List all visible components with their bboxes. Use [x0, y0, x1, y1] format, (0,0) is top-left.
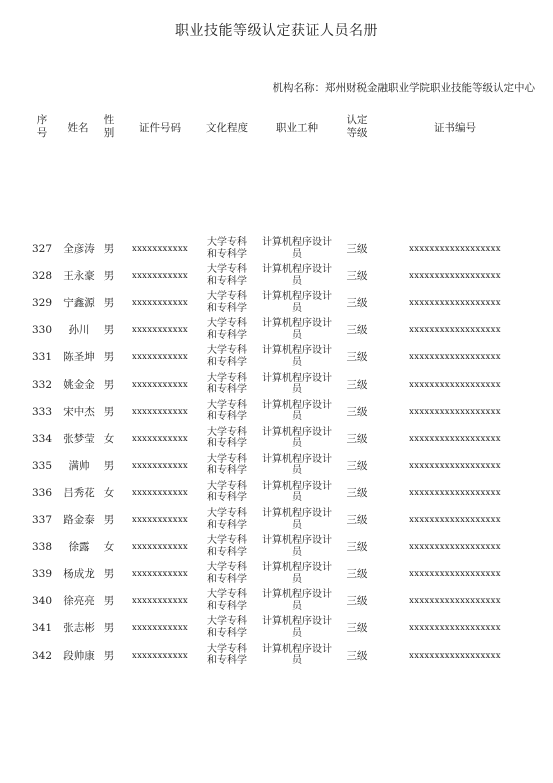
- cell-education-line-1: 大学专科: [207, 291, 247, 303]
- cell-name: 路金泰: [63, 514, 95, 526]
- cell-education: [198, 644, 256, 667]
- cell-gender: 男: [103, 297, 115, 310]
- cell-occupation: [256, 616, 338, 639]
- cell-id-number: xxxxxxxxxxx: [131, 271, 189, 282]
- cell-occupation-line-2: 员: [292, 600, 302, 612]
- cell-education: [198, 237, 256, 260]
- cell-occupation-line-2: 员: [292, 329, 302, 341]
- table-row: [0, 535, 553, 561]
- cell-occupation-line-1: 计算机程序设计: [262, 291, 332, 303]
- cell-seq: 331: [31, 351, 53, 364]
- cell-seq: 335: [31, 459, 53, 472]
- cell-occupation-line-1: 计算机程序设计: [262, 480, 332, 492]
- cell-occupation: [256, 400, 338, 423]
- cell-education-line-1: 大学专科: [207, 426, 247, 438]
- header-occupation: 职业工种: [276, 122, 318, 134]
- cell-occupation-line-1: 计算机程序设计: [262, 426, 332, 438]
- cell-name: 杨成龙: [63, 568, 95, 581]
- cell-seq: 327: [31, 243, 53, 255]
- cell-gender: 男: [103, 405, 115, 418]
- cell-occupation-line-2: 员: [292, 492, 302, 504]
- table-row: [0, 373, 553, 399]
- cell-seq: 330: [31, 324, 53, 337]
- cell-id-number: xxxxxxxxxxx: [131, 298, 189, 309]
- cell-gender: 男: [103, 351, 115, 364]
- cell-occupation: [256, 481, 338, 504]
- cell-id-number: xxxxxxxxxxx: [131, 623, 189, 634]
- cell-name: 陈圣坤: [63, 351, 95, 364]
- cell-occupation-line-2: 员: [292, 411, 302, 423]
- cell-education-line-2: 和专科学: [207, 302, 247, 314]
- cell-level: 三级: [346, 486, 368, 499]
- cell-occupation-line-1: 计算机程序设计: [262, 264, 332, 276]
- cell-level: 三级: [346, 405, 368, 418]
- cell-seq: 338: [31, 541, 53, 554]
- cell-occupation-line-2: 员: [292, 356, 302, 368]
- cell-occupation: [256, 318, 338, 341]
- cell-level: 三级: [346, 514, 368, 526]
- cell-gender: 男: [103, 378, 115, 391]
- cell-occupation-line-2: 员: [292, 655, 302, 666]
- cell-education: [198, 481, 256, 504]
- cell-cert-number: xxxxxxxxxxxxxxxxxx: [409, 244, 501, 254]
- cell-seq: 328: [31, 270, 53, 283]
- cell-level: 三级: [346, 541, 368, 554]
- cell-id-number: xxxxxxxxxxx: [131, 379, 189, 390]
- cell-cert-number: xxxxxxxxxxxxxxxxxx: [409, 325, 501, 336]
- cell-id-number: xxxxxxxxxxx: [131, 515, 189, 525]
- cell-seq: 333: [31, 405, 53, 418]
- cell-education-line-1: 大学专科: [207, 237, 247, 248]
- cell-education-line-1: 大学专科: [207, 372, 247, 384]
- header-cert-number: 证书编号: [434, 122, 476, 134]
- cell-id-number: xxxxxxxxxxx: [131, 460, 189, 471]
- cell-education: [198, 318, 256, 341]
- cell-occupation: [256, 237, 338, 260]
- cell-seq: 334: [31, 432, 53, 445]
- header-name: 姓名: [67, 122, 89, 134]
- cell-occupation-line-1: 计算机程序设计: [262, 372, 332, 384]
- cell-occupation-line-2: 员: [292, 302, 302, 314]
- cell-occupation-line-1: 计算机程序设计: [262, 237, 332, 248]
- cell-id-number: xxxxxxxxxxx: [131, 596, 189, 607]
- cell-name: 孙川: [68, 324, 90, 337]
- table-row: [0, 616, 553, 642]
- cell-occupation: [256, 373, 338, 396]
- table-row: [0, 562, 553, 588]
- cell-education-line-1: 大学专科: [207, 562, 247, 574]
- cell-occupation-line-2: 员: [292, 248, 302, 260]
- cell-level: 三级: [346, 622, 368, 635]
- cell-id-number: xxxxxxxxxxx: [131, 569, 189, 580]
- cell-name: 徐露: [68, 541, 90, 554]
- table-row: [0, 508, 553, 534]
- cell-cert-number: xxxxxxxxxxxxxxxxxx: [409, 650, 501, 661]
- cell-education-line-2: 和专科学: [207, 248, 247, 260]
- table-row: [0, 291, 553, 317]
- cell-name: 徐亮亮: [63, 595, 95, 608]
- cell-education-line-2: 和专科学: [207, 492, 247, 504]
- cell-cert-number: xxxxxxxxxxxxxxxxxx: [409, 460, 501, 471]
- cell-level: 三级: [346, 270, 368, 283]
- cell-cert-number: xxxxxxxxxxxxxxxxxx: [409, 487, 501, 498]
- table-row: [0, 427, 553, 453]
- page-title: 职业技能等级认定获证人员名册: [175, 23, 378, 39]
- cell-education: [198, 616, 256, 639]
- cell-id-number: xxxxxxxxxxx: [131, 650, 189, 661]
- cell-occupation: [256, 644, 338, 667]
- cell-level: 三级: [346, 649, 368, 662]
- cell-occupation-line-2: 员: [292, 275, 302, 287]
- cell-education-line-2: 和专科学: [207, 275, 247, 287]
- table-row: [0, 264, 553, 290]
- cell-education: [198, 345, 256, 368]
- cell-id-number: xxxxxxxxxxx: [131, 244, 189, 254]
- cell-cert-number: xxxxxxxxxxxxxxxxxx: [409, 379, 501, 390]
- cell-education-line-1: 大学专科: [207, 508, 247, 519]
- cell-id-number: xxxxxxxxxxx: [131, 352, 189, 363]
- cell-occupation-line-1: 计算机程序设计: [262, 453, 332, 465]
- header-seq-line-2: 号: [36, 127, 48, 139]
- cell-education-line-1: 大学专科: [207, 589, 247, 601]
- cell-level: 三级: [346, 568, 368, 581]
- cell-education-line-2: 和专科学: [207, 411, 247, 423]
- cell-occupation-line-1: 计算机程序设计: [262, 399, 332, 411]
- cell-cert-number: xxxxxxxxxxxxxxxxxx: [409, 596, 501, 607]
- cell-education-line-2: 和专科学: [207, 655, 247, 666]
- cell-education-line-1: 大学专科: [207, 616, 247, 628]
- cell-name: 姚金金: [63, 378, 95, 391]
- cell-occupation: [256, 291, 338, 314]
- cell-name: 张志彬: [63, 622, 95, 635]
- cell-gender: 男: [103, 649, 115, 662]
- cell-gender: 男: [103, 459, 115, 472]
- cell-occupation: [256, 508, 338, 531]
- cell-occupation-line-2: 员: [292, 438, 302, 450]
- cell-occupation-line-1: 计算机程序设计: [262, 616, 332, 628]
- cell-education: [198, 589, 256, 612]
- cell-occupation-line-1: 计算机程序设计: [262, 508, 332, 519]
- table-row: [0, 345, 553, 371]
- cell-cert-number: xxxxxxxxxxxxxxxxxx: [409, 515, 501, 525]
- cell-level: 三级: [346, 324, 368, 337]
- cell-occupation: [256, 589, 338, 612]
- cell-occupation-line-2: 员: [292, 546, 302, 558]
- cell-education: [198, 454, 256, 477]
- cell-education-line-1: 大学专科: [207, 480, 247, 492]
- cell-education: [198, 508, 256, 531]
- cell-occupation-line-2: 员: [292, 384, 302, 395]
- cell-education-line-2: 和专科学: [207, 356, 247, 368]
- header-seq-line-1: 序: [36, 114, 48, 126]
- cell-cert-number: xxxxxxxxxxxxxxxxxx: [409, 623, 501, 634]
- header-level-line-1: 认定: [346, 114, 368, 126]
- cell-cert-number: xxxxxxxxxxxxxxxxxx: [409, 569, 501, 580]
- cell-seq: 340: [31, 595, 53, 608]
- cell-cert-number: xxxxxxxxxxxxxxxxxx: [409, 542, 501, 553]
- cell-seq: 337: [31, 514, 53, 526]
- cell-occupation: [256, 345, 338, 368]
- cell-level: 三级: [346, 351, 368, 364]
- cell-education-line-2: 和专科学: [207, 546, 247, 558]
- cell-name: 全彦涛: [63, 243, 95, 255]
- cell-education-line-2: 和专科学: [207, 627, 247, 639]
- header-gender-line-1: 性: [103, 114, 115, 126]
- cell-seq: 342: [31, 649, 53, 662]
- cell-name: 王永豪: [63, 270, 95, 283]
- cell-education-line-1: 大学专科: [207, 399, 247, 411]
- cell-occupation-line-2: 员: [292, 465, 302, 477]
- cell-gender: 男: [103, 595, 115, 608]
- cell-education-line-2: 和专科学: [207, 573, 247, 585]
- cell-id-number: xxxxxxxxxxx: [131, 325, 189, 336]
- cell-seq: 332: [31, 378, 53, 391]
- table-row: [0, 481, 553, 507]
- cell-id-number: xxxxxxxxxxx: [131, 542, 189, 553]
- cell-seq: 339: [31, 568, 53, 581]
- cell-occupation-line-1: 计算机程序设计: [262, 562, 332, 574]
- cell-id-number: xxxxxxxxxxx: [131, 406, 189, 417]
- cell-occupation: [256, 454, 338, 477]
- header-level-line-2: 等级: [346, 127, 368, 139]
- table-row: [0, 318, 553, 344]
- cell-education: [198, 373, 256, 396]
- cell-gender: 女: [103, 432, 115, 445]
- cell-education: [198, 562, 256, 585]
- cell-gender: 男: [103, 568, 115, 581]
- cell-education-line-1: 大学专科: [207, 453, 247, 465]
- cell-level: 三级: [346, 297, 368, 310]
- cell-name: 满帅: [68, 459, 90, 472]
- cell-name: 吕秀花: [63, 486, 95, 499]
- cell-cert-number: xxxxxxxxxxxxxxxxxx: [409, 352, 501, 363]
- table-row: [0, 454, 553, 480]
- cell-education-line-2: 和专科学: [207, 384, 247, 395]
- cell-gender: 女: [103, 541, 115, 554]
- cell-gender: 男: [103, 243, 115, 255]
- cell-education-line-2: 和专科学: [207, 519, 247, 531]
- header-gender: [100, 114, 118, 140]
- header-id-number: 证件号码: [139, 122, 181, 134]
- cell-education-line-1: 大学专科: [207, 345, 247, 357]
- cell-level: 三级: [346, 432, 368, 445]
- cell-occupation: [256, 427, 338, 450]
- cell-cert-number: xxxxxxxxxxxxxxxxxx: [409, 271, 501, 282]
- cell-level: 三级: [346, 459, 368, 472]
- cell-education-line-2: 和专科学: [207, 465, 247, 477]
- cell-occupation: [256, 535, 338, 558]
- cell-gender: 男: [103, 270, 115, 283]
- cell-cert-number: xxxxxxxxxxxxxxxxxx: [409, 433, 501, 444]
- table-row: [0, 589, 553, 615]
- cell-education: [198, 535, 256, 558]
- cell-id-number: xxxxxxxxxxx: [131, 433, 189, 444]
- cell-education: [198, 400, 256, 423]
- cell-occupation-line-1: 计算机程序设计: [262, 589, 332, 601]
- cell-occupation-line-2: 员: [292, 627, 302, 639]
- cell-seq: 336: [31, 486, 53, 499]
- cell-name: 张梦莹: [63, 432, 95, 445]
- cell-level: 三级: [346, 243, 368, 255]
- cell-education: [198, 264, 256, 287]
- cell-gender: 男: [103, 324, 115, 337]
- cell-occupation-line-1: 计算机程序设计: [262, 318, 332, 330]
- cell-education: [198, 427, 256, 450]
- cell-name: 段帅康: [63, 649, 95, 662]
- header-education: 文化程度: [206, 122, 248, 134]
- cell-cert-number: xxxxxxxxxxxxxxxxxx: [409, 406, 501, 417]
- institution-name: 机构名称：郑州财税金融职业学院职业技能等级认定中心: [272, 82, 535, 94]
- cell-level: 三级: [346, 595, 368, 608]
- cell-name: 宋中杰: [63, 405, 95, 418]
- cell-occupation: [256, 562, 338, 585]
- cell-education-line-2: 和专科学: [207, 600, 247, 612]
- cell-occupation-line-1: 计算机程序设计: [262, 535, 332, 547]
- cell-education-line-1: 大学专科: [207, 643, 247, 655]
- cell-education-line-1: 大学专科: [207, 535, 247, 547]
- cell-gender: 男: [103, 514, 115, 526]
- cell-gender: 男: [103, 622, 115, 635]
- cell-education-line-2: 和专科学: [207, 438, 247, 450]
- cell-occupation: [256, 264, 338, 287]
- table-row: [0, 400, 553, 426]
- header-gender-line-2: 别: [103, 127, 115, 139]
- cell-gender: 女: [103, 486, 115, 499]
- cell-seq: 341: [31, 622, 53, 635]
- cell-seq: 329: [31, 297, 53, 310]
- cell-education-line-2: 和专科学: [207, 329, 247, 341]
- cell-cert-number: xxxxxxxxxxxxxxxxxx: [409, 298, 501, 309]
- cell-education-line-1: 大学专科: [207, 318, 247, 330]
- cell-education-line-1: 大学专科: [207, 264, 247, 276]
- header-level: [340, 114, 374, 140]
- cell-education: [198, 291, 256, 314]
- cell-occupation-line-2: 员: [292, 573, 302, 585]
- table-row: [0, 644, 553, 670]
- cell-name: 宁鑫源: [63, 297, 95, 310]
- cell-level: 三级: [346, 378, 368, 391]
- cell-id-number: xxxxxxxxxxx: [131, 487, 189, 498]
- cell-occupation-line-1: 计算机程序设计: [262, 643, 332, 655]
- cell-occupation-line-1: 计算机程序设计: [262, 345, 332, 357]
- header-seq: [33, 114, 51, 140]
- cell-occupation-line-2: 员: [292, 519, 302, 531]
- table-row: [0, 237, 553, 263]
